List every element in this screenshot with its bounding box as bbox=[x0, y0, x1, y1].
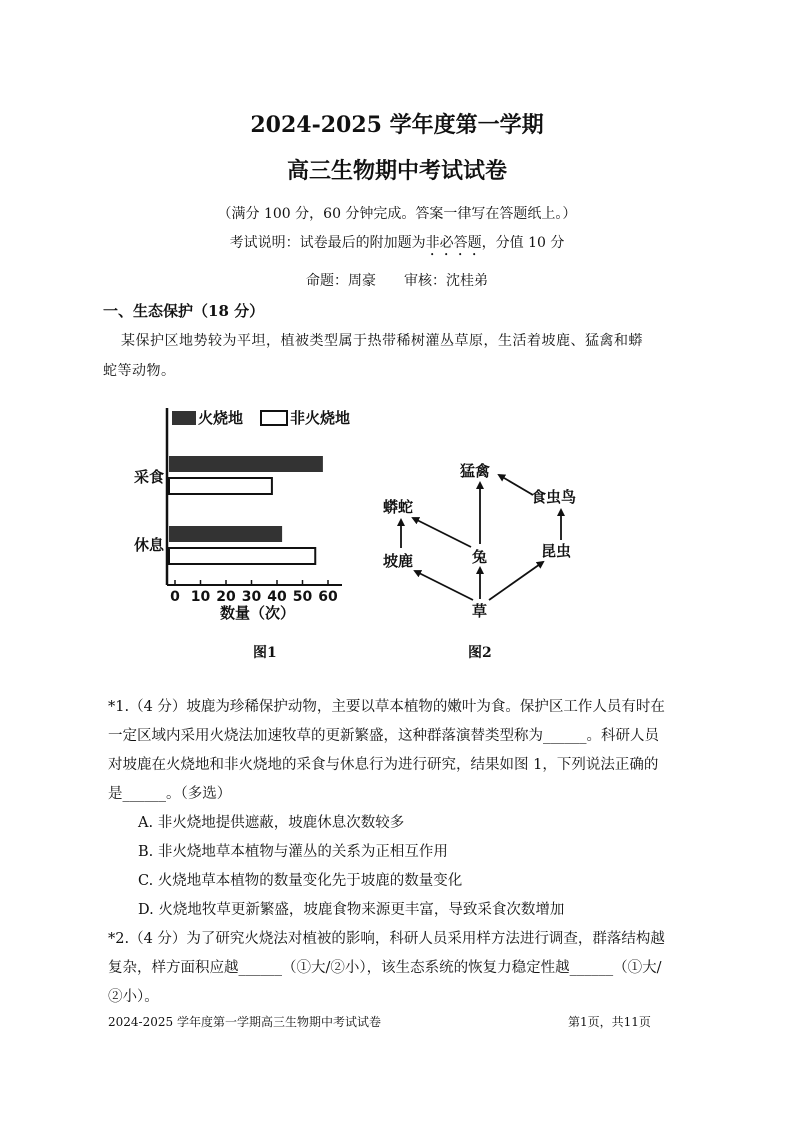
bar-unburned-resting bbox=[169, 548, 315, 564]
legend-unburned-label: 非火烧地 bbox=[290, 409, 351, 427]
figure2-food-web bbox=[375, 450, 605, 630]
figure1-caption: 图1 bbox=[253, 645, 277, 661]
x-tick-label: 40 bbox=[267, 589, 287, 605]
category-feeding: 采食 bbox=[134, 468, 165, 486]
exam-subtitle: 高三生物期中考试试卷 bbox=[286, 158, 507, 184]
figure2-caption: 图2 bbox=[468, 645, 492, 661]
question-1-option-b: B. 非火烧地草本植物与灌丛的关系为正相互作用 bbox=[138, 844, 448, 860]
legend-burned-swatch bbox=[172, 411, 196, 425]
x-tick-label: 30 bbox=[241, 589, 262, 605]
arrow-grass-deer bbox=[415, 571, 473, 600]
node-grass: 草 bbox=[472, 602, 488, 620]
node-insectivorous-bird: 食虫鸟 bbox=[531, 488, 577, 506]
figure1-bar-chart bbox=[120, 400, 360, 630]
question-1-line1: *1.（4 分）坡鹿为珍稀保护动物，主要以草本植物的嫩叶为食。保护区工作人员有时在 bbox=[108, 699, 665, 715]
question-1-option-a: A. 非火烧地提供遮蔽，坡鹿休息次数较多 bbox=[138, 815, 405, 831]
node-python: 蟒蛇 bbox=[383, 498, 414, 516]
question-1-line3: 对坡鹿在火烧地和非火烧地的采食与休息行为进行研究，结果如图 1，下列说法正确的 bbox=[108, 757, 659, 773]
exam-year-title: 2024-2025 学年度第一学期 bbox=[250, 112, 544, 138]
question-1 bbox=[108, 693, 728, 925]
x-tick-label: 0 bbox=[170, 589, 180, 605]
bar-burned-resting bbox=[169, 526, 282, 542]
question-1-option-d: D. 火烧地牧草更新繁盛，坡鹿食物来源更丰富，导致采食次数增加 bbox=[138, 902, 565, 918]
question-2-line2: 复杂，样方面积应越______（①大/②小），该生态系统的恢复力稳定性越______（①大/ bbox=[108, 960, 662, 976]
exam-authors: 命题：周豪 审核：沈桂弟 bbox=[306, 273, 488, 289]
bar-unburned-feeding bbox=[169, 478, 272, 494]
question-1-option-c: C. 火烧地草本植物的数量变化先于坡鹿的数量变化 bbox=[138, 873, 463, 889]
node-rabbit: 兔 bbox=[472, 548, 488, 566]
section-intro-line1: 某保护区地势较为平坦，植被类型属于热带稀树灌丛草原，生活着坡鹿、猛禽和蟒 bbox=[121, 333, 643, 349]
node-insect: 昆虫 bbox=[541, 542, 572, 560]
footer-left: 2024-2025 学年度第一学期高三生物期中考试试卷 bbox=[108, 1015, 381, 1029]
question-1-line2: 一定区域内采用火烧法加速牧草的更新繁盛，这种群落演替类型称为______。科研人员 bbox=[108, 728, 659, 744]
exam-instructions: （满分 100 分，60 分钟完成。答案一律写在答题纸上。） bbox=[217, 206, 577, 222]
x-tick-label: 10 bbox=[190, 589, 211, 605]
arrow-bird-raptor bbox=[499, 475, 533, 495]
arrow-grass-insect bbox=[489, 562, 543, 600]
legend-unburned-swatch bbox=[261, 411, 287, 425]
category-resting: 休息 bbox=[134, 536, 165, 554]
bar-burned-feeding bbox=[169, 456, 323, 472]
node-deer: 坡鹿 bbox=[383, 552, 414, 570]
footer-right: 第1页，共11页 bbox=[568, 1015, 651, 1029]
exam-note-suffix: ，分值 10 分 bbox=[481, 235, 565, 251]
node-raptor: 猛禽 bbox=[460, 462, 491, 480]
exam-note-prefix: 考试说明：试卷最后的附加题为 bbox=[229, 235, 426, 251]
x-tick-label: 60 bbox=[318, 589, 338, 605]
exam-note bbox=[0, 232, 794, 259]
legend-burned-label: 火烧地 bbox=[198, 409, 244, 427]
question-2-line1: *2.（4 分）为了研究火烧法对植被的影响，科研人员采用样方法进行调查，群落结构越 bbox=[108, 931, 665, 947]
x-tick-label: 20 bbox=[216, 589, 236, 605]
x-axis-label: 数量（次） bbox=[220, 604, 296, 622]
section-heading: 一、生态保护（18 分） bbox=[103, 302, 265, 320]
exam-note-emphasis: 非必答题 bbox=[425, 235, 482, 251]
section-intro-line2: 蛇等动物。 bbox=[103, 363, 176, 379]
question-1-line4: 是______。（多选） bbox=[108, 786, 232, 802]
question-2 bbox=[108, 925, 728, 1012]
x-tick-label: 50 bbox=[292, 589, 313, 605]
arrow-rabbit-python bbox=[413, 518, 471, 547]
question-2-line3: ②小）。 bbox=[108, 989, 159, 1005]
